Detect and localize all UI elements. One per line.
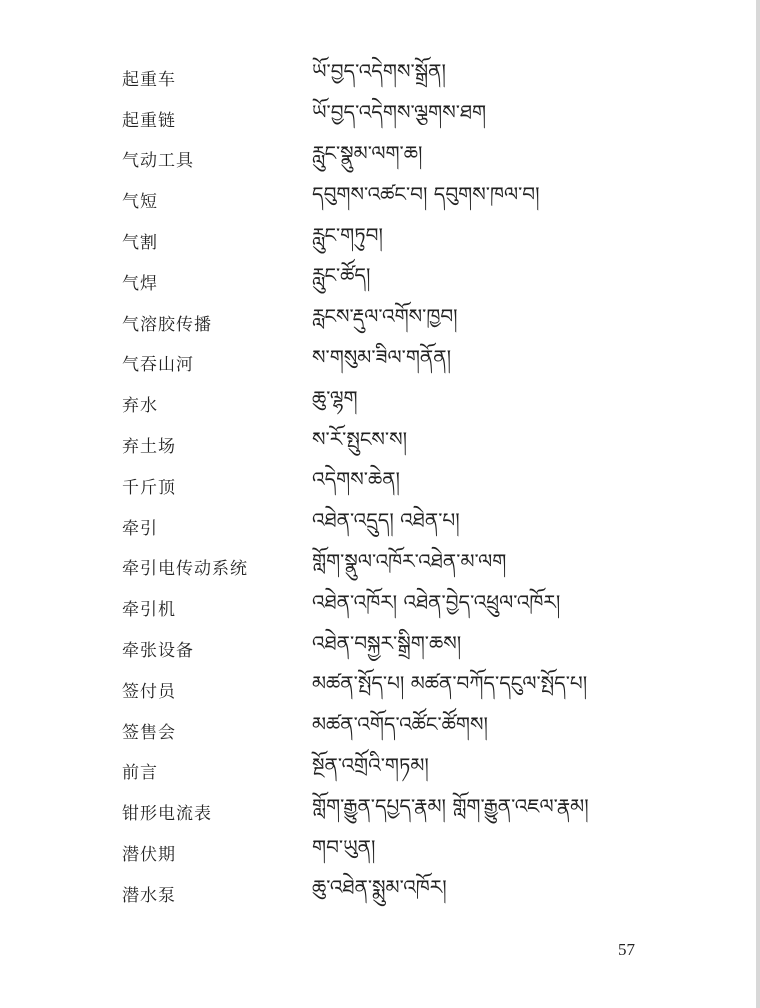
chinese-term: 气溶胶传播 (122, 314, 212, 335)
tibetan-term: འདེགས་ཆེན། (312, 467, 400, 492)
tibetan-term: རླུང་སྣུམ་ལག་ཆ། (312, 141, 423, 165)
chinese-term: 潜伏期 (122, 845, 176, 866)
page-edge (756, 0, 760, 1008)
page-number: 57 (618, 940, 635, 959)
chinese-term: 气焊 (122, 273, 158, 294)
chinese-term: 气动工具 (122, 151, 194, 172)
tibetan-term: འཐེན་འདྲུད། འཐེན་པ། (312, 508, 460, 533)
chinese-term: 千斤顶 (122, 477, 176, 498)
chinese-term: 弃水 (122, 396, 158, 417)
glossary-entry (0, 873, 740, 914)
chinese-term: 钳形电流表 (122, 804, 212, 825)
chinese-term: 气吞山河 (122, 355, 194, 376)
tibetan-term: འཐེན་བསྐྱར་སྒྲིག་ཆས། (312, 630, 462, 655)
tibetan-term: སྔོན་འགྲོའི་གཏམ། (312, 752, 429, 777)
tibetan-term: འཐེན་འཁོར། འཐེན་བྱེད་འཕྲུལ་འཁོར། (312, 589, 561, 614)
tibetan-term: ཆུ་འཐེན་སྨུམ་འཁོར། (312, 875, 447, 900)
tibetan-term: རླུང་ཚོད། (312, 263, 371, 288)
chinese-term: 气短 (122, 192, 158, 213)
tibetan-term: ཡོ་བྱད་འདེགས་ལྕགས་ཐག (312, 100, 487, 125)
chinese-term: 牵引 (122, 518, 158, 539)
chinese-term: 起重车 (122, 69, 176, 90)
chinese-term: 弃土场 (122, 437, 176, 458)
glossary-entry (0, 343, 740, 384)
chinese-term: 牵引机 (122, 600, 176, 621)
tibetan-term: མཚན་སྤོད་པ། མཚན་བཀོད་དངུལ་སྤོད་པ། (312, 671, 588, 696)
tibetan-term: རླངས་རྡུལ་འགོས་ཁྱབ། (312, 304, 458, 329)
tibetan-term: ས་གསུམ་ཟིལ་གནོན། (312, 344, 452, 369)
tibetan-term: གློག་རྒྱུན་དཔྱད་རྣམ། གློག་རྒྱུན་འཇལ་རྣམ། (312, 793, 589, 818)
tibetan-term: ས་རོ་སྤུངས་ས། (312, 426, 408, 451)
tibetan-term: གློག་སྣུལ་འཁོར་འཐེན་མ་ལག (312, 548, 507, 573)
chinese-term: 牵引电传动系统 (122, 559, 248, 580)
tibetan-term: མཚན་འགོད་འཚོང་ཚོགས། (312, 712, 488, 737)
tibetan-term: ཆུ་ལྷག (312, 385, 358, 410)
tibetan-term: རླུང་གཏུབ། (312, 222, 383, 247)
chinese-term: 起重链 (122, 110, 176, 131)
chinese-term: 气割 (122, 233, 158, 254)
tibetan-term: གབ་ཡུན། (312, 834, 376, 859)
tibetan-term: དབུགས་འཚང་བ། དབུགས་ཁལ་བ། (312, 181, 540, 206)
chinese-term: 签售会 (122, 722, 176, 743)
chinese-term: 潜水泵 (122, 885, 176, 906)
chinese-term: 前言 (122, 763, 158, 784)
glossary-list (0, 57, 740, 914)
chinese-term: 签付员 (122, 681, 176, 702)
tibetan-term: ཡོ་བྱད་འདེགས་སྒྲོན། (312, 59, 446, 84)
chinese-term: 牵张设备 (122, 641, 194, 662)
